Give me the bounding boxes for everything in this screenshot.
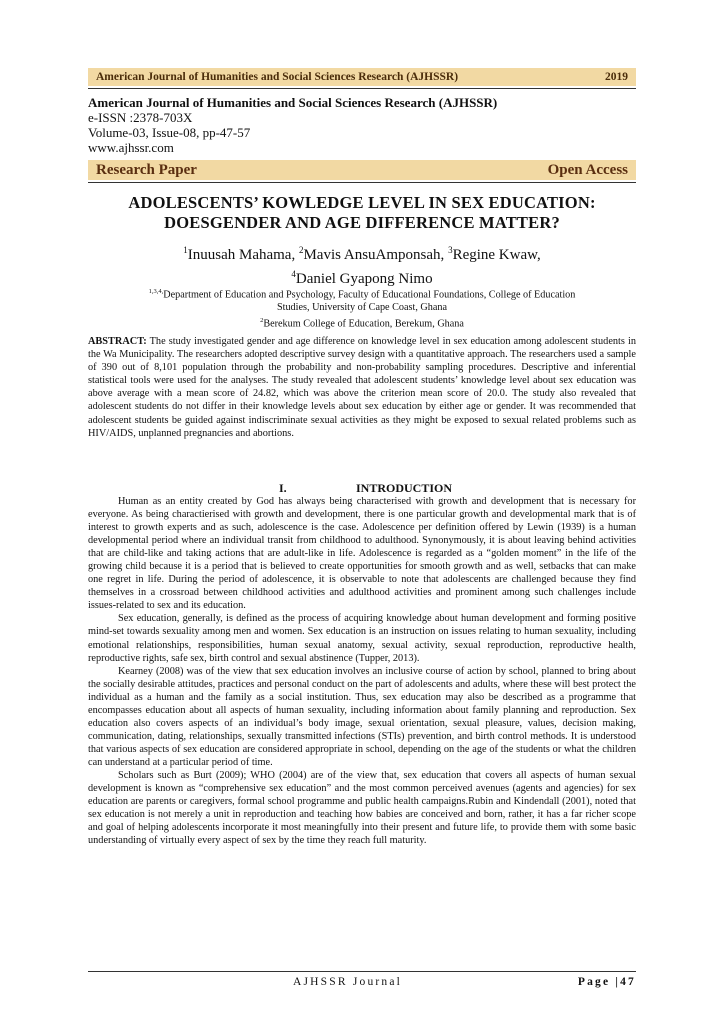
type-divider — [88, 182, 636, 183]
author-2: Mavis AnsuAmponsah, — [303, 247, 449, 263]
affiliation-2-sup: 2 — [260, 317, 264, 325]
section-number: I. — [279, 481, 287, 495]
title-line-2: DOESGENDER AND AGE DIFFERENCE MATTER? — [164, 213, 560, 232]
paragraph: Sex education, generally, is defined as the process of acquiring knowledge about human development and forming positive mind-set towards sexuality among men and women. Sex education is an instruction on issues relating to human sexuality, including emotional relationships, responsibilities, human sexual anatomy, sexual activity, sexual reproduction, reproductive health, reproductive rights, safe sex, birth control and sexual abstinence (Tupper, 2013). — [88, 613, 636, 664]
header-divider — [88, 88, 636, 89]
footer-journal: AJHSSR Journal — [293, 976, 403, 988]
journal-info — [88, 95, 636, 155]
affiliations — [88, 285, 636, 331]
running-header-year: 2019 — [605, 71, 628, 83]
author-4-sup: 4 — [291, 269, 296, 279]
affiliation-1-cont: Studies, University of Cape Coast, Ghana — [276, 302, 448, 314]
title-line-1: ADOLESCENTS’ KOWLEDGE LEVEL IN SEX EDUCATION: — [128, 193, 596, 212]
footer-page — [578, 976, 636, 988]
abstract-label: ABSTRACT: — [88, 336, 147, 347]
author-2-sup: 2 — [298, 245, 304, 255]
paper-title — [88, 193, 636, 233]
paragraph: Scholars such as Burt (2009); WHO (2004) are of the view that, sex education that covers all aspects of human sexual development is known as “comprehensive sex education” and the most common perceived avenues (agents and agencies) for sex education are parents or caregivers, formal school programme and public health campaigns.Rubin and Kindendall (2001), noted that sex education is not merely a unit in reproduction and teaching how babies are conceived and born, rather, it has a far richer scope and goal of helping adolescents incorporate it most meaningfully into their present and future life, to provide them with some basic understanding of virtually every aspect of sex by the time they reach full maturity. — [88, 769, 636, 847]
affiliation-1-sup: 1,3,4, — [148, 288, 164, 295]
journal-eissn: e-ISSN :2378-703X — [88, 110, 193, 125]
abstract — [88, 335, 636, 440]
running-header — [88, 68, 636, 86]
affiliation-2-text: Berekum College of Education, Berekum, Ghana — [263, 318, 464, 330]
affiliation-1-text: Department of Education and Psychology, Faculty of Educational Foundations, College of Education — [163, 289, 576, 301]
paragraph: Kearney (2008) was of the view that sex education involves an inclusive course of action by school, planned to bring about the socially desirable attitudes, practices and personal conduct on the part of adolescents and adults, where these will best protect the individual as a human and the family as a social institution. Thus, sex education may also be described as a programme that encompasses education about all aspects of human sexuality, including information about family planning and reproduction. Sex education also covers aspects of an individual’s body image, sexual orientation, sexual pleasure, values, decision making, communication, dating, relationships, sexually transmitted infections (STIs) prevention, and birth control methods. It is understood that various aspects of sex education are considered appropriate in school, depending on the age of the students or what the children can understand at a particular period of time. — [88, 665, 636, 768]
author-1: Inuusah Mahama, — [187, 247, 299, 263]
page-label: Page | — [577, 976, 621, 988]
affiliation-2 — [88, 314, 636, 330]
running-header-journal: American Journal of Humanities and Social Sciences Research (AJHSSR) — [96, 71, 459, 83]
body-text — [88, 495, 636, 847]
author-1-sup: 1 — [183, 245, 188, 255]
paper-type-bar — [88, 160, 636, 180]
author-3-sup: 3 — [448, 245, 453, 255]
journal-volume: Volume-03, Issue-08, pp-47-57 — [88, 125, 251, 140]
page-number: 47 — [620, 976, 636, 988]
author-4: Daniel Gyapong Nimo — [295, 271, 433, 287]
author-3: Regine Kwaw, — [452, 247, 541, 263]
authors-line-1 — [88, 241, 636, 265]
journal-website[interactable]: www.ajhssr.com — [88, 140, 174, 155]
abstract-text: The study investigated gender and age difference on knowledge level in sex education among adolescent students in the Wa Municipality. The researchers adopted descriptive survey design with a quantitative approach. The researchers used a sample of 390 out of 8,101 population through the probability and non-probability sampling procedures. Descriptive and inferential statistical tools were used for the analyses. The study revealed that adolescent students’ knowledge level about sex education was above average with a mean score of 24.82, which was above the criterion mean score of 20.0. The study also revealed that adolescent students do not differ in their knowledge levels about sex education by either age or gender. It was recommended that adolescent students be guided against indiscriminate sexual activities as they might be exposed to sexual related problems such as HIV/AIDS, unplanned pregnancies and abortions. — [88, 336, 636, 439]
journal-name: American Journal of Humanities and Social Sciences Research (AJHSSR) — [88, 95, 498, 110]
footer-divider — [88, 971, 636, 972]
paragraph: Human as an entity created by God has always being characterised with growth and development that is necessary for everyone. As being charactierised with growth and development, there is one particular growth and developmental mark that is of interest to growth experts and as such, adolescence is the case. Adolescence per definition offered by Lewin (1939) is a human developmental period where an individual transit from childhood to adulthood. Synonymously, it is about leaving behind activities that are child-like and taking actions that are adult-like in life. Adolescence is regarded as a “golden moment” in the life of the growing child because it is a period that is believed to create opportunities for smooth growth and as well, setbacks that can make one regret in life. During the period of adolescence, it is observable to note that adolescents are challenged because they find themselves in a crossroad between childhood activities and adulthood activities and prominent among such challenges include issues-related to sex and its education. — [88, 496, 636, 612]
author-list — [88, 241, 636, 289]
affiliation-1 — [88, 285, 636, 301]
access-type: Open Access — [547, 161, 628, 178]
section-title: INTRODUCTION — [356, 481, 453, 495]
paper-type: Research Paper — [96, 161, 197, 178]
